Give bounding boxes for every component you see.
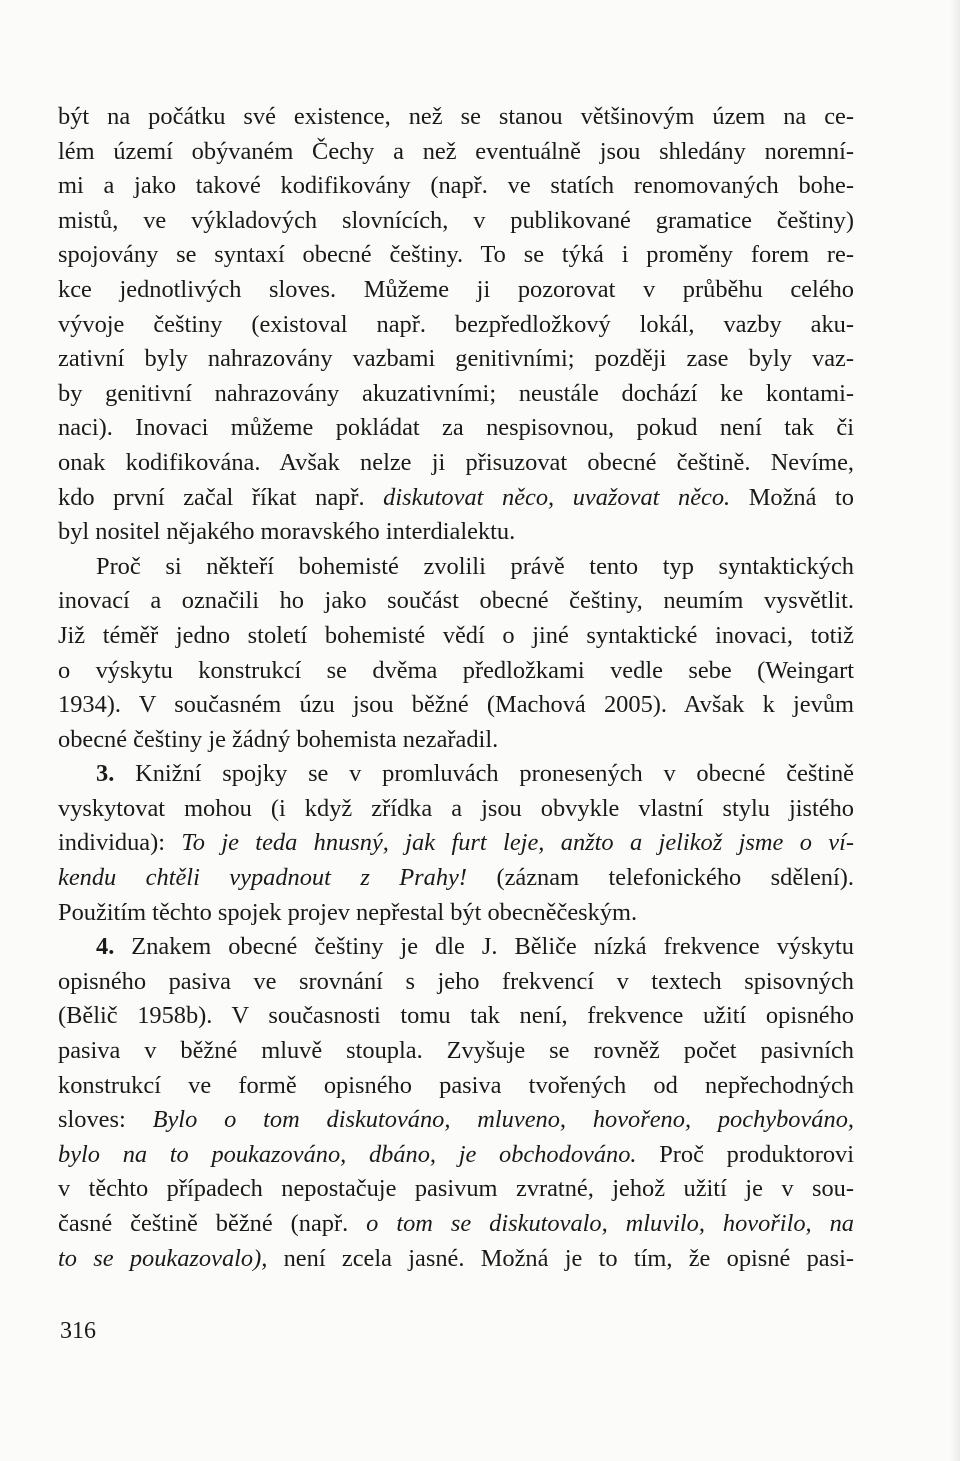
text-segment: sloves: [58, 1106, 153, 1134]
section-number: 3. [96, 760, 115, 788]
text-line [58, 757, 854, 792]
text-line [58, 861, 854, 896]
text-line [58, 826, 854, 861]
text-line [58, 135, 854, 170]
text-segment: v těchto případech nepostačuje pasivum zvratné, jehož užití je v sou- [58, 1175, 854, 1203]
italic-example: o tom se diskutovalo, mluvilo, hovořilo, na [366, 1210, 854, 1237]
text-segment: kdo první začal říkat např. [58, 483, 384, 511]
text-segment: o výskytu konstrukcí se dvěma předložkami vedle sebe (Weingart [58, 656, 854, 684]
text-segment: mistů, ve výkladových slovnících, v publikované gramatice češtiny) [58, 206, 854, 234]
text-line [58, 619, 854, 654]
text-segment: naci). Inovaci můžeme pokládat za nespisovnou, pokud není tak či [58, 414, 854, 442]
text-segment: spojovány se syntaxí obecné češtiny. To se týká i proměny forem re- [58, 241, 854, 269]
text-segment: obecné češtiny je žádný bohemista nezařadil. [58, 725, 499, 753]
text-line [58, 792, 854, 827]
text-line [58, 930, 854, 965]
text-segment: zativní byly nahrazovány vazbami genitivními; později zase byly vaz- [58, 345, 854, 373]
text-line [58, 273, 854, 308]
text-segment: (záznam telefonického sdělení). [467, 864, 854, 892]
text-line [58, 342, 854, 377]
italic-example: diskutovat něco, uvažovat něco. [383, 483, 731, 511]
text-line [58, 896, 854, 931]
text-segment: mi a jako takové kodifikovány (např. ve statích renomovaných bohe- [58, 172, 854, 200]
text-line [58, 515, 854, 550]
text-line [58, 1069, 854, 1104]
text-segment: inovací a označili ho jako součást obecné češtiny, neumím vysvětlit. [58, 587, 854, 615]
text-segment: být na počátku své existence, než se stanou většinovým územ na ce- [58, 103, 854, 130]
text-segment: není zcela jasné. Možná je to tím, že opisné pasi- [267, 1244, 854, 1272]
text-segment: kce jednotlivých sloves. Můžeme ji pozorovat v průběhu celého [58, 275, 854, 303]
text-segment: Znakem obecné češtiny je dle J. Běliče nízká frekvence výskytu [114, 933, 854, 961]
text-segment: 1934). V současném úzu jsou běžné (Machová 2005). Avšak k jevům [58, 691, 854, 719]
text-line [58, 481, 854, 516]
text-line [58, 1138, 854, 1173]
text-line [58, 1034, 854, 1069]
text-line [58, 999, 854, 1034]
text-segment: by genitivní nahrazovány akuzativními; neustále dochází ke kontami- [58, 379, 854, 407]
text-segment: onak kodifikována. Avšak nelze ji přisuzovat obecné češtině. Nevíme, [58, 448, 854, 476]
text-line [58, 550, 854, 585]
text-segment: byl nositel nějakého moravského interdialektu. [58, 518, 516, 546]
italic-example: Bylo o tom diskutováno, mluveno, hovořeno, pochybováno, [152, 1106, 854, 1134]
body-text [58, 100, 854, 1276]
text-segment: pasiva v běžné mluvě stoupla. Zvyšuje se rovněž počet pasivních [58, 1037, 854, 1065]
page-number: 316 [60, 1318, 96, 1344]
text-line [58, 169, 854, 204]
text-line [58, 1207, 854, 1242]
text-line [58, 1172, 854, 1207]
text-segment: časné češtině běžné (např. [58, 1210, 367, 1237]
text-segment: Knižní spojky se v promluvách pronesených v obecné češtině [114, 760, 854, 788]
italic-example: to se poukazovalo), [58, 1244, 268, 1272]
text-segment: vyskytovat mohou (i když zřídka a jsou obvykle vlastní stylu jistého [58, 794, 854, 822]
text-segment: Použitím těchto spojek projev nepřestal být obecněčeským. [58, 898, 638, 926]
text-line [58, 584, 854, 619]
text-line [58, 238, 854, 273]
italic-example: bylo na to poukazováno, dbáno, je obchodováno. [58, 1140, 637, 1168]
section-number: 4. [96, 933, 115, 961]
text-line [58, 411, 854, 446]
text-line [58, 308, 854, 343]
italic-example: kendu chtěli vypadnout z Prahy! [58, 864, 468, 892]
text-segment: (Bělič 1958b). V současnosti tomu tak není, frekvence užití opisného [58, 1002, 854, 1030]
text-line [58, 446, 854, 481]
text-line [58, 100, 854, 135]
page-edge-shadow [950, 0, 960, 1461]
text-line [58, 965, 854, 1000]
text-segment: opisného pasiva ve srovnání s jeho frekvencí v textech spisovných [58, 967, 854, 995]
text-line [58, 688, 854, 723]
text-segment: vývoje češtiny (existoval např. bezpředložkový lokál, vazby aku- [58, 310, 854, 338]
italic-example: To je teda hnusný, jak furt leje, anžto a jelikož jsme o ví- [181, 829, 854, 857]
text-line [58, 723, 854, 758]
text-segment: lém území obývaném Čechy a než eventuálně jsou shledány noremní- [58, 137, 854, 165]
text-line [58, 1242, 854, 1277]
text-segment: Proč produktorovi [636, 1140, 854, 1168]
text-line [58, 654, 854, 689]
text-segment: Možná to [730, 483, 854, 511]
text-segment: konstrukcí ve formě opisného pasiva tvořených od nepřechodných [58, 1071, 854, 1099]
text-line [58, 377, 854, 412]
text-segment: Proč si někteří bohemisté zvolili právě tento typ syntaktických [96, 552, 854, 580]
text-line [58, 204, 854, 239]
text-segment: Již téměř jedno století bohemisté vědí o jiné syntaktické inovaci, totiž [58, 621, 854, 649]
text-segment: individua): [58, 829, 182, 857]
text-line [58, 1103, 854, 1138]
